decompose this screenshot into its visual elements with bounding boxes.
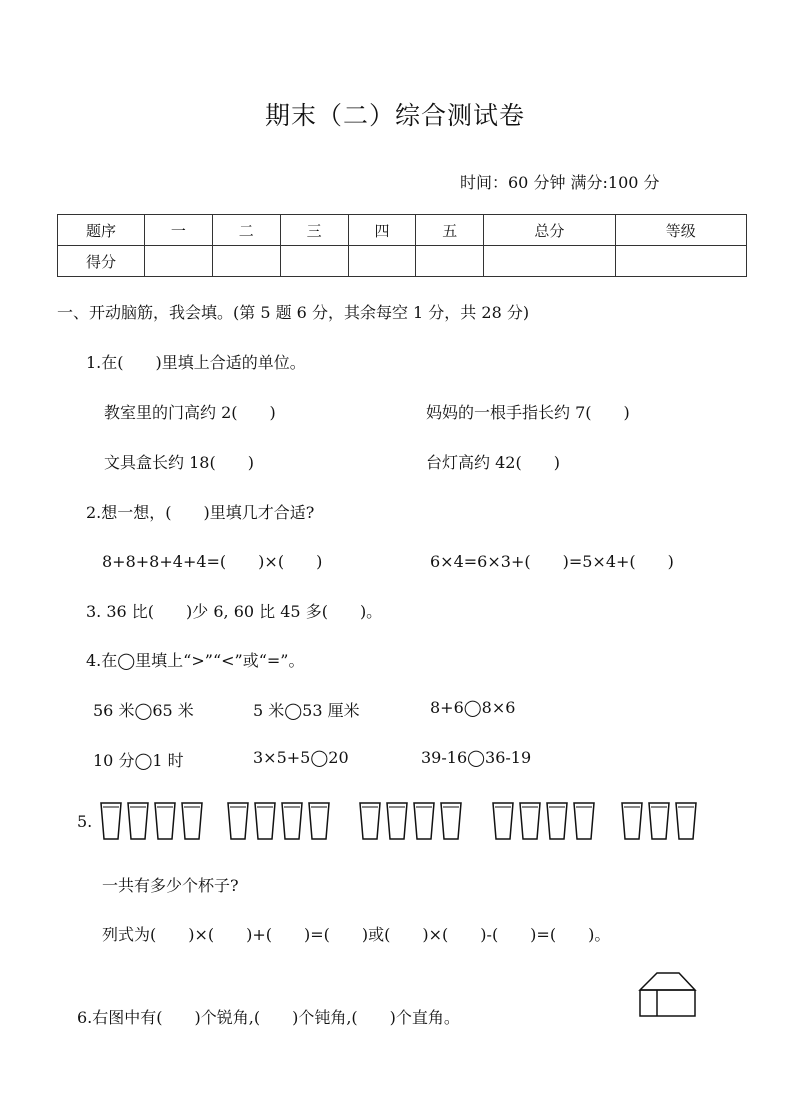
q1-item-c: 文具盒长约 18( ) xyxy=(104,453,254,472)
q5-question: 一共有多少个杯子? xyxy=(102,876,239,895)
q2-item-a: 8+8+8+4+4=( )×( ) xyxy=(102,552,323,571)
table-cell: 三 xyxy=(280,215,348,246)
q2-item-b: 6×4=6×3+( )=5×4+( ) xyxy=(430,552,674,571)
q4-item: 3×5+5◯20 xyxy=(253,748,349,767)
q4-item: 10 分◯1 时 xyxy=(93,751,184,770)
cup-icon xyxy=(282,803,302,839)
page-title: 期末（二）综合测试卷 xyxy=(264,101,525,130)
score-input-cell[interactable] xyxy=(145,246,213,277)
cup-icon xyxy=(101,803,121,839)
table-cell: 二 xyxy=(212,215,280,246)
question-3: 3. 36 比( )少 6, 60 比 45 多( )。 xyxy=(86,602,383,621)
cup-icon xyxy=(309,803,329,839)
score-input-cell[interactable] xyxy=(212,246,280,277)
cup-icon xyxy=(649,803,669,839)
question-2: 2.想一想，( )里填几才合适? xyxy=(86,503,315,522)
cups-illustration xyxy=(0,795,790,845)
house-walls xyxy=(640,990,695,1016)
q1-item-d: 台灯高约 42( ) xyxy=(426,453,560,472)
q1-item-b: 妈妈的一根手指长约 7( ) xyxy=(426,403,630,422)
table-row xyxy=(58,246,747,277)
table-cell: 一 xyxy=(145,215,213,246)
cup-icon xyxy=(255,803,275,839)
cup-icon xyxy=(155,803,175,839)
cup-icon xyxy=(574,803,594,839)
table-row xyxy=(58,215,747,246)
time-and-score: 时间：60 分钟 满分:100 分 xyxy=(460,173,660,192)
score-input-cell[interactable] xyxy=(615,246,746,277)
q4-item: 8+6◯8×6 xyxy=(430,698,516,717)
cup-icon xyxy=(128,803,148,839)
cup-icon xyxy=(228,803,248,839)
score-input-cell[interactable] xyxy=(484,246,615,277)
section-heading: 一、开动脑筋，我会填。(第 5 题 6 分，其余每空 1 分，共 28 分) xyxy=(57,303,530,322)
house-figure xyxy=(637,970,699,1020)
score-input-cell[interactable] xyxy=(280,246,348,277)
house-roof xyxy=(640,973,695,990)
q1-item-a: 教室里的门高约 2( ) xyxy=(104,403,276,422)
cup-icon xyxy=(676,803,696,839)
score-table xyxy=(57,214,747,277)
cup-icon xyxy=(182,803,202,839)
question-4: 4.在◯里填上“>”“<”或“=”。 xyxy=(86,651,305,670)
q4-item: 56 米◯65 米 xyxy=(93,701,194,720)
score-input-cell[interactable] xyxy=(348,246,416,277)
table-cell: 等级 xyxy=(615,215,746,246)
cup-icon xyxy=(520,803,540,839)
table-cell: 总分 xyxy=(484,215,615,246)
cup-icon xyxy=(493,803,513,839)
question-1: 1.在( )里填上合适的单位。 xyxy=(86,353,306,372)
cup-icon xyxy=(360,803,380,839)
cup-icon xyxy=(547,803,567,839)
cup-icon xyxy=(441,803,461,839)
table-cell: 得分 xyxy=(58,246,145,277)
table-cell: 题序 xyxy=(58,215,145,246)
table-cell: 四 xyxy=(348,215,416,246)
q5-formula: 列式为( )×( )+( )=( )或( )×( )-( )=( )。 xyxy=(102,925,611,944)
q4-item: 39-16◯36-19 xyxy=(421,748,532,767)
cup-icon xyxy=(622,803,642,839)
table-cell: 五 xyxy=(416,215,484,246)
q4-item: 5 米◯53 厘米 xyxy=(253,701,360,720)
cup-icon xyxy=(387,803,407,839)
cup-icon xyxy=(414,803,434,839)
question-5-number: 5. xyxy=(77,812,93,831)
score-input-cell[interactable] xyxy=(416,246,484,277)
question-6: 6.右图中有( )个锐角,( )个钝角,( )个直角。 xyxy=(77,1008,460,1027)
